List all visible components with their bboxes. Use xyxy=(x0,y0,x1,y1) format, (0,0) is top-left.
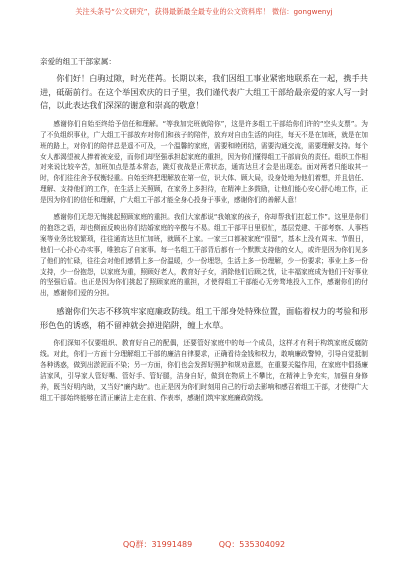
qq-group: QQ群：31991489 xyxy=(122,540,193,549)
letter-body xyxy=(40,56,368,410)
paragraph-education: 你们深知不仅要组织、教育好自己的配偶，还要管好家庭中的每一个成员，这样才有利于构筑家庭反腐防线。对此，你们一方面十分理解组工干部的廉洁自律要求，正确看待金钱和权力，敢响廉政警钟，引导自觉抵制各种诱惑，做到出淤泥而不染；另一方面，你们也会发挥好照护和规劝意愿，在重要关隘作用，在家庭中倡扬廉洁家风，引导家人管好嘴、管好手、管好腿，洁身自好，做到在物质上不攀比，在精神上争充实，加强自身修养，既当好明内助，又当好“廉内助”。也正是因为你们时刻用自己的行动去影响和感召着组工干部，才使得广大组工干部始终能够在清正廉洁上走在前、作表率，感谢们筑牢家庭廉政防线。 xyxy=(40,339,368,402)
banner-text: 关注头条号“公文研究”，获得最新最全最专业的公文资料库！ 微信：gongwenyj xyxy=(75,7,333,16)
salutation: 亲爱的组工干部家属： xyxy=(40,57,116,66)
qq-number: QQ：535304092 xyxy=(218,540,286,549)
header-banner xyxy=(0,6,408,46)
footer-contact xyxy=(0,539,408,550)
paragraph-trust: 感谢你们自始至终给予信任和理解。“等我加完班就陪你”，这是许多组工干部给你们许的“空头支票”。为了不负组织事业，广大组工干部放弃对你们和孩子的陪伴，放弃对自由生活的向往，每天不是在加班，就是在加班的路上，对你们的陪伴总是遥不可及，一个温馨的家庭，需要和睦团结，需要沟通交流，需要理解支持。每个女人都渴望被人捧着被宠爱，而你们却坚强承担起家庭的重担，因为你们懂得组工干部肩负的责任。组织工作相对来说比较辛苦，加班加点是基本常态，跳灯夜战是正常状态，通宵达旦才会是出现态。面对两者只能取其一时，你们往往舍予权衡轻重。自始至终把理解放在第一位，识大体、顾大局，设身处地为他们着想，并且信任、理解、支持他们的工作，在生活上关照顾，在家务上多担待，在精神上多鼓励，让他们能心安心舒心地工作，正是因为你们的信任和理解，广大组工干部才能全身心投身于事业，感谢你们的善解人意！ xyxy=(40,119,368,205)
paragraph-integrity: 感谢你们矢志不移筑牢家庭廉政防线。组工干部身处特殊位置，面临着权力的考验和形形色色的诱惑，稍不留神就会掉进陷阱，缠上水草。 xyxy=(40,306,368,330)
paragraph-family: 感谢你们无怨无悔挑起照顾家庭的重担。我们大家都说“我娘家的孩子，你却帮我们扛起工作”。这里是你们的抱怨之语，却也侧面反映出你们结婚家庭的辛酸与不易。组工干部平日里很忙，基层党建、干部考察、人事档案等业务比较繁琐，往往通宵达旦忙加班，就顾不上家。一家三口都被家庭“很留”，基本上没有周末、节假日，他们一心扑心办实事，唯独忘了自家事。每一名组工干部背后都有一个默默支持他的女人，或许是因为你们见多了他们的忙碌，往往会对他们感情上多一份温暖，少一份埋怨，生活上多一份理解，少一份要求；事业上多一份支持，少一份抱怨，以家庭为重，照顾好老人，教育好子女，消除他们后顾之忧，让丰福家庭成为他们干好事业的坚强后盾。也正是因为你们挑起了照顾家庭的重担，才使得组工干部能心无旁骛地投入工作，感谢你们的付出，感谢你们爱的分担。 xyxy=(40,213,368,298)
paragraph-greeting: 你们好！白驹过隙，时光荏苒。长期以来，我们因组工事业紧密地联系在一起，携手共进，砥砺前行。在这个举国欢庆的日子里，我们谨代表广大组工干部给最亲爱的家人写一封信，以此表达我们深深的谢意和崇高的敬意！ xyxy=(40,73,368,111)
